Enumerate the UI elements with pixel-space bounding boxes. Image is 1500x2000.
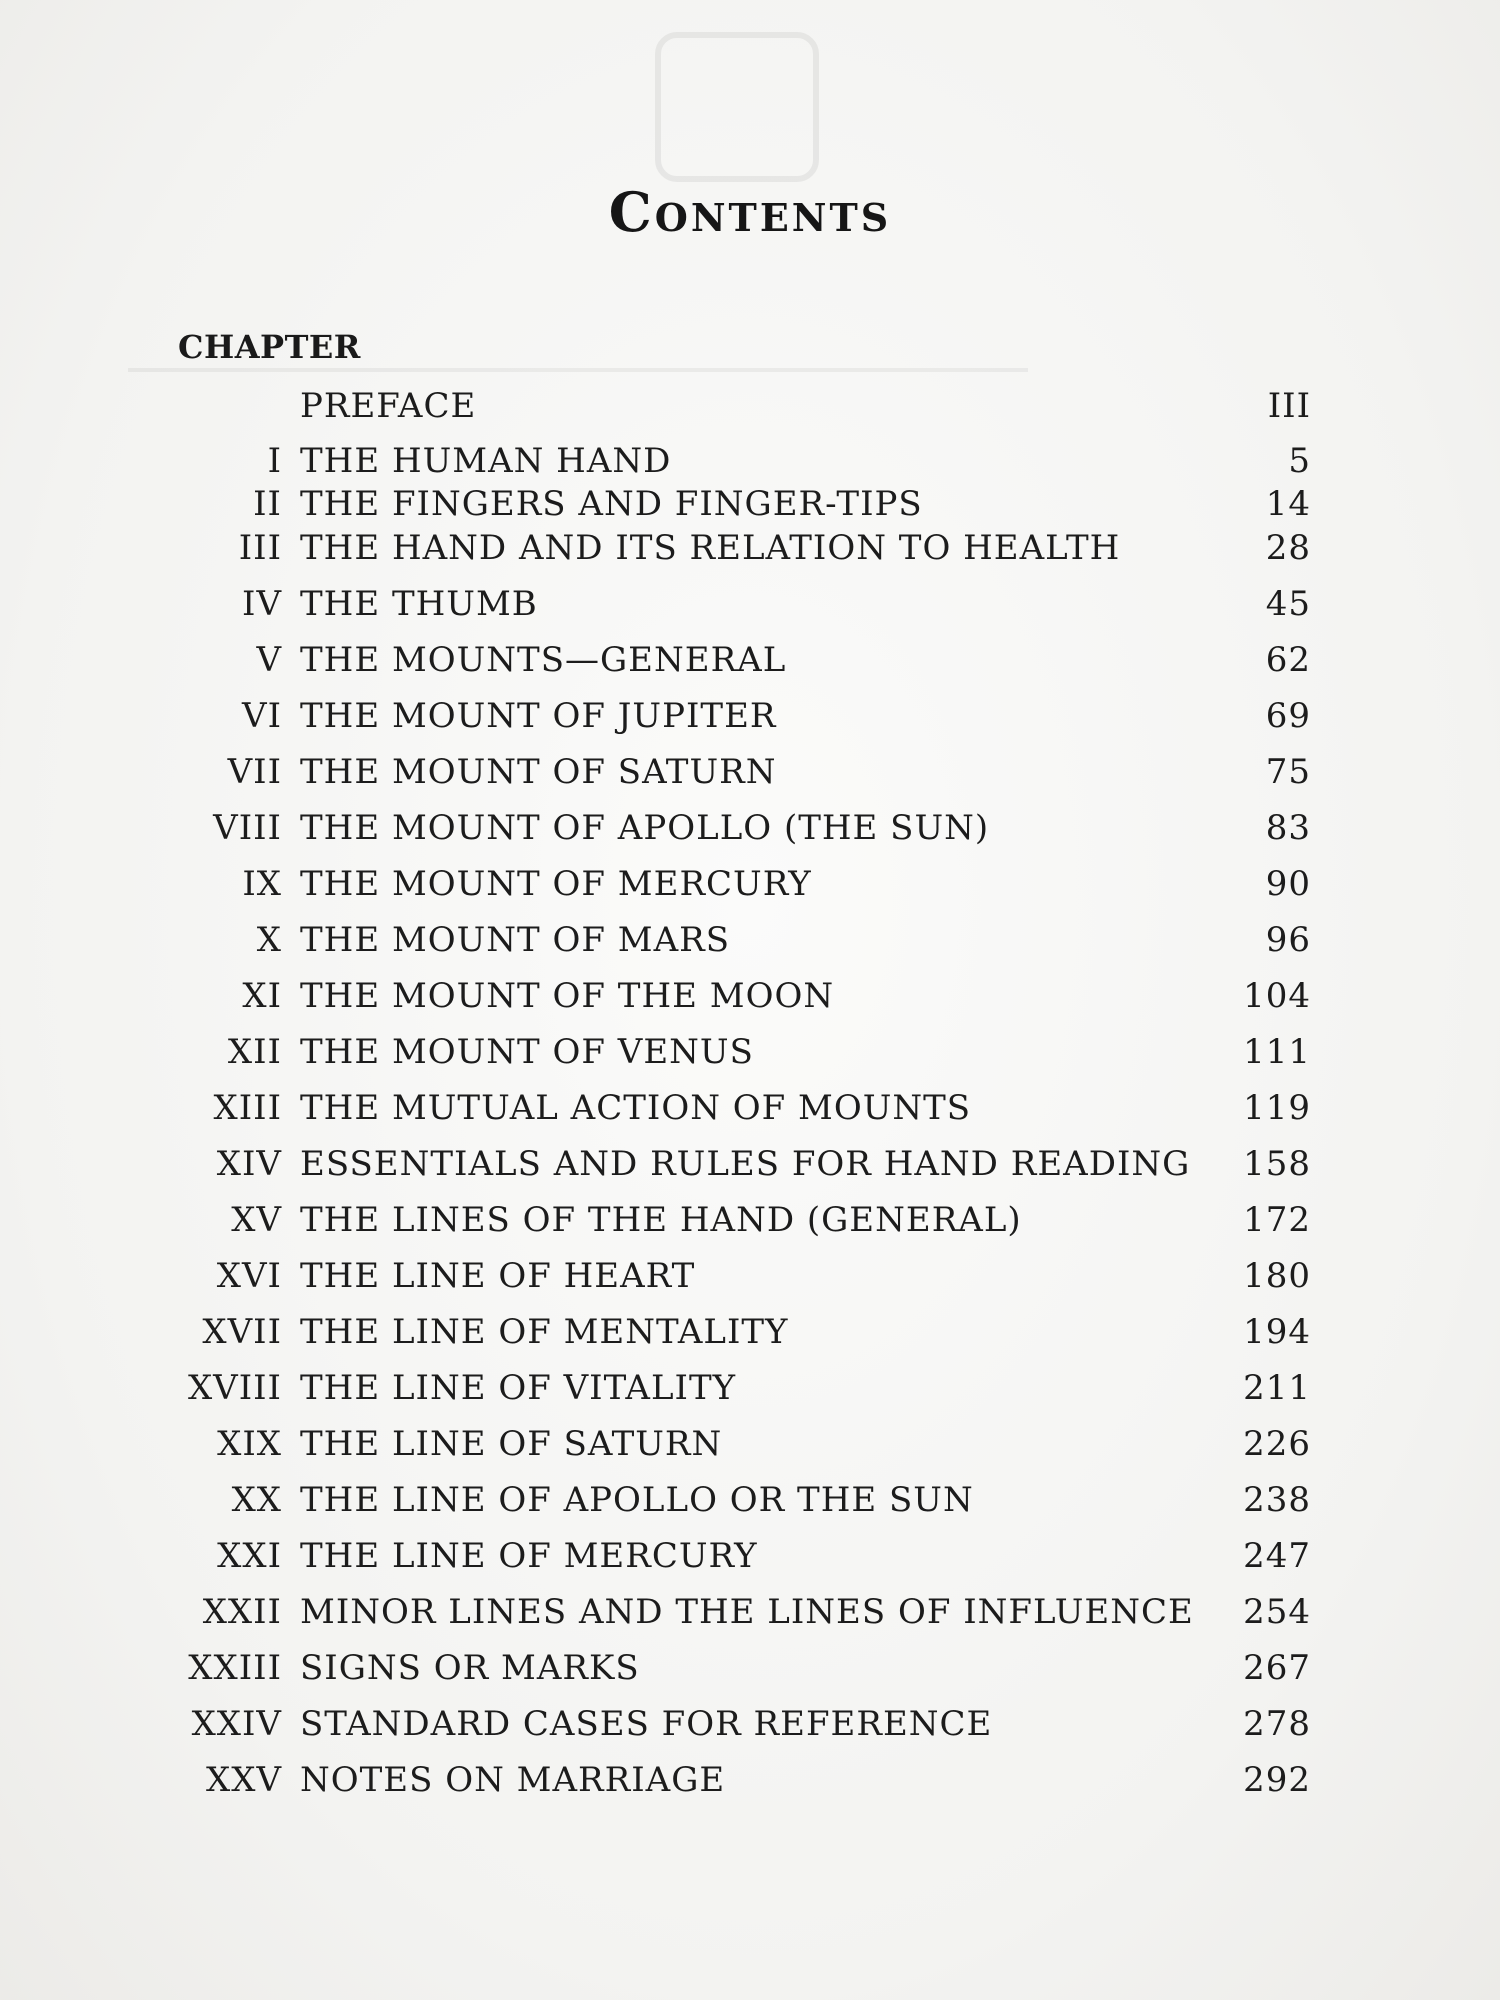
chapter-title: THE LINE OF MENTALITY xyxy=(300,1312,789,1352)
chapter-title: THE MOUNT OF THE MOON xyxy=(300,976,835,1016)
page-number: III xyxy=(1267,386,1311,426)
chapter-title: THE MOUNT OF MERCURY xyxy=(300,864,812,904)
chapter-title: THE LINE OF HEART xyxy=(300,1256,696,1296)
chapter-number: XXI xyxy=(217,1536,282,1576)
toc-entry[interactable] xyxy=(0,1472,1500,1528)
page-number: 226 xyxy=(1243,1424,1311,1464)
page-number: 292 xyxy=(1243,1760,1311,1800)
page-title: Contents xyxy=(608,180,892,244)
show-through-chapter-box xyxy=(655,32,819,182)
page-number: 90 xyxy=(1265,864,1311,904)
page-number: 45 xyxy=(1265,584,1311,624)
page-number: 75 xyxy=(1265,752,1311,792)
chapter-number: XXIII xyxy=(188,1648,282,1688)
page-number: 111 xyxy=(1243,1032,1311,1072)
chapter-column-label: CHAPTER xyxy=(178,328,361,366)
chapter-title: ESSENTIALS AND RULES FOR HAND READING xyxy=(300,1144,1191,1184)
chapter-number: XII xyxy=(227,1032,282,1072)
chapter-title: NOTES ON MARRIAGE xyxy=(300,1760,726,1800)
page-number: 247 xyxy=(1243,1536,1311,1576)
chapter-title: MINOR LINES AND THE LINES OF INFLUENCE xyxy=(300,1592,1194,1632)
page-number: 104 xyxy=(1243,976,1311,1016)
toc-entry[interactable] xyxy=(0,520,1500,576)
page-number: 5 xyxy=(1288,441,1311,481)
toc-entry[interactable] xyxy=(0,1640,1500,1696)
chapter-number: XVIII xyxy=(187,1368,282,1408)
chapter-number: XIII xyxy=(213,1088,282,1128)
chapter-number: XVII xyxy=(202,1312,282,1352)
toc-entry[interactable] xyxy=(0,968,1500,1024)
chapter-title: THE LINES OF THE HAND (GENERAL) xyxy=(300,1200,1022,1240)
chapter-number: XV xyxy=(231,1200,282,1240)
toc-entry[interactable] xyxy=(0,688,1500,744)
chapter-number: XXII xyxy=(202,1592,282,1632)
chapter-title: THE LINE OF SATURN xyxy=(300,1424,723,1464)
chapter-number: III xyxy=(238,528,282,568)
toc-entry[interactable] xyxy=(0,1416,1500,1472)
page-number: 14 xyxy=(1265,484,1311,524)
page-number: 238 xyxy=(1243,1480,1311,1520)
page-number: 158 xyxy=(1243,1144,1311,1184)
chapter-title: THE MOUNT OF VENUS xyxy=(300,1032,754,1072)
toc-entry[interactable] xyxy=(0,1136,1500,1192)
chapter-title: THE HAND AND ITS RELATION TO HEALTH xyxy=(300,528,1121,568)
chapter-number: VII xyxy=(227,752,282,792)
chapter-number: I xyxy=(267,441,282,481)
show-through-rule xyxy=(128,368,1028,372)
chapter-title: STANDARD CASES FOR REFERENCE xyxy=(300,1704,993,1744)
toc-entry[interactable] xyxy=(0,576,1500,632)
chapter-title: SIGNS OR MARKS xyxy=(300,1648,640,1688)
chapter-title: THE MOUNT OF JUPITER xyxy=(300,696,777,736)
toc-entry[interactable] xyxy=(0,1024,1500,1080)
chapter-title: PREFACE xyxy=(300,386,477,426)
chapter-number: V xyxy=(256,640,282,680)
chapter-number: XIX xyxy=(217,1424,282,1464)
chapter-number: XX xyxy=(231,1480,282,1520)
toc-entry[interactable] xyxy=(0,856,1500,912)
toc-entry[interactable] xyxy=(0,912,1500,968)
page-number: 28 xyxy=(1265,528,1311,568)
page-number: 172 xyxy=(1243,1200,1311,1240)
chapter-number: XIV xyxy=(216,1144,282,1184)
toc-entry[interactable] xyxy=(0,1360,1500,1416)
toc-entry[interactable] xyxy=(0,744,1500,800)
page-number: 62 xyxy=(1265,640,1311,680)
toc-entry[interactable] xyxy=(0,1528,1500,1584)
page-number: 267 xyxy=(1243,1648,1311,1688)
toc-entry[interactable] xyxy=(0,1752,1500,1808)
page-number: 278 xyxy=(1243,1704,1311,1744)
toc-entry[interactable] xyxy=(0,378,1500,434)
toc-entry[interactable] xyxy=(0,632,1500,688)
chapter-title: THE FINGERS AND FINGER-TIPS xyxy=(300,484,923,524)
page-number: 254 xyxy=(1243,1592,1311,1632)
chapter-title: THE LINE OF APOLLO OR THE SUN xyxy=(300,1480,974,1520)
toc-entry[interactable] xyxy=(0,1584,1500,1640)
page-number: 96 xyxy=(1265,920,1311,960)
chapter-title: THE MOUNT OF APOLLO (THE SUN) xyxy=(300,808,990,848)
page-number: 180 xyxy=(1243,1256,1311,1296)
chapter-number: X xyxy=(256,920,282,960)
chapter-title: THE LINE OF MERCURY xyxy=(300,1536,758,1576)
page-number: 194 xyxy=(1243,1312,1311,1352)
toc-entry[interactable] xyxy=(0,800,1500,856)
toc-entry[interactable] xyxy=(0,1192,1500,1248)
chapter-number: IV xyxy=(242,584,282,624)
chapter-number: VI xyxy=(242,696,282,736)
chapter-title: THE MOUNT OF SATURN xyxy=(300,752,777,792)
toc-entry[interactable] xyxy=(0,1304,1500,1360)
chapter-title: THE THUMB xyxy=(300,584,538,624)
chapter-number: XI xyxy=(242,976,282,1016)
chapter-title: THE MUTUAL ACTION OF MOUNTS xyxy=(300,1088,972,1128)
page-number: 83 xyxy=(1265,808,1311,848)
chapter-number: IX xyxy=(242,864,282,904)
toc-entry[interactable] xyxy=(0,1696,1500,1752)
toc-entry[interactable] xyxy=(0,1080,1500,1136)
chapter-number: II xyxy=(253,484,282,524)
chapter-number: VIII xyxy=(213,808,282,848)
page-number: 69 xyxy=(1265,696,1311,736)
toc-entry[interactable] xyxy=(0,1248,1500,1304)
chapter-number: XXIV xyxy=(191,1704,282,1744)
chapter-title: THE LINE OF VITALITY xyxy=(300,1368,737,1408)
chapter-number: XXV xyxy=(206,1760,282,1800)
chapter-title: THE MOUNT OF MARS xyxy=(300,920,731,960)
page-number: 211 xyxy=(1243,1368,1311,1408)
chapter-title: THE MOUNTS—GENERAL xyxy=(300,640,787,680)
page-number: 119 xyxy=(1243,1088,1311,1128)
chapter-number: XVI xyxy=(216,1256,282,1296)
chapter-title: THE HUMAN HAND xyxy=(300,441,672,481)
